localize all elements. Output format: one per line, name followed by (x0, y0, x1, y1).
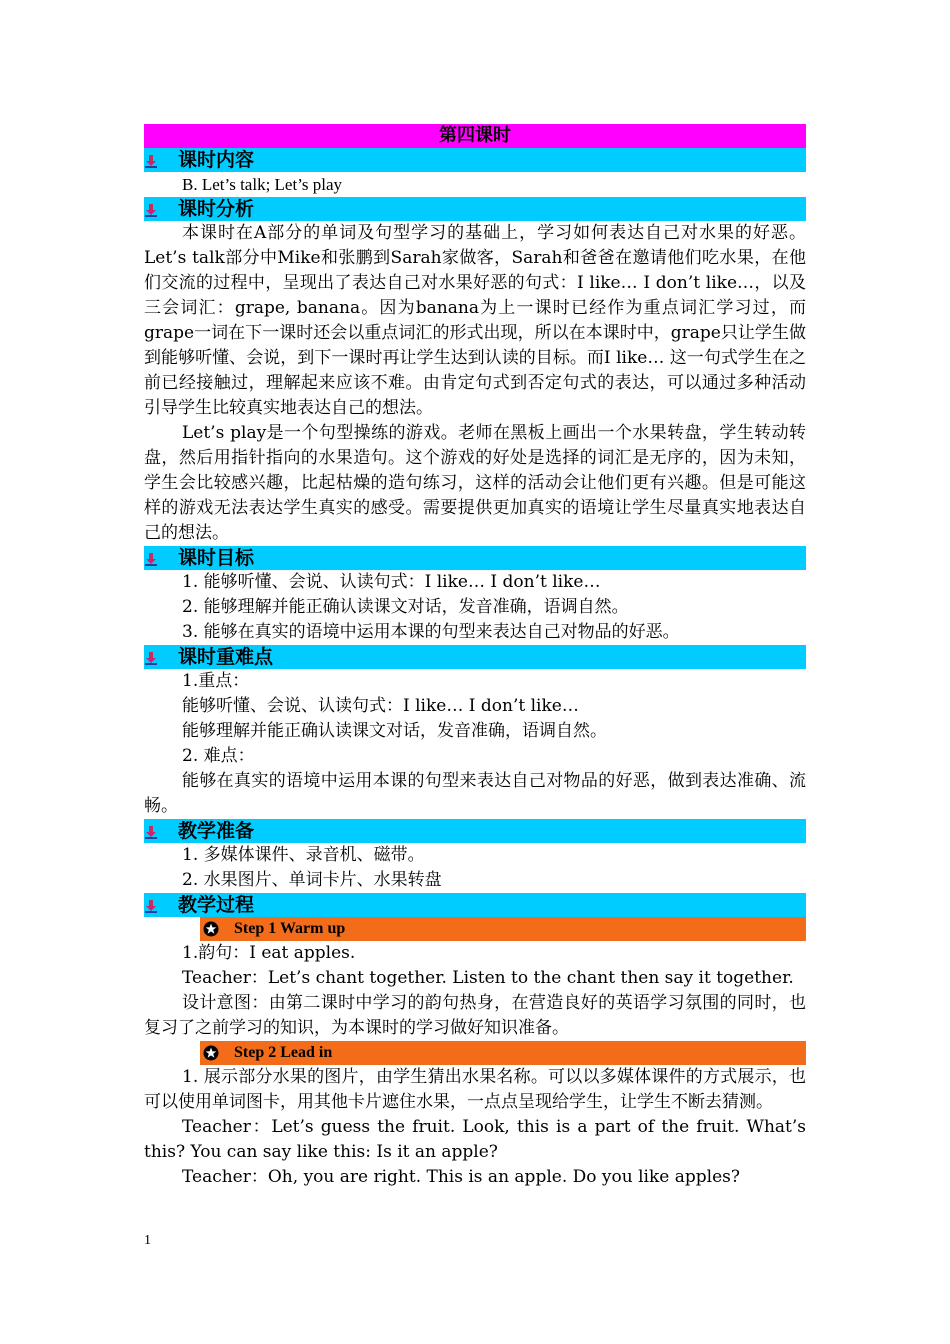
arrow-down-icon (144, 651, 158, 665)
teacher-line: Teacher：Let’s chant together. Listen to the chant then say it together. (182, 968, 794, 988)
step-1-header (200, 917, 806, 941)
section-keypoints-header (144, 645, 806, 669)
section-title: 教学过程 (178, 894, 255, 916)
lesson-title: 第四课时 (144, 124, 806, 148)
teacher-line: Teacher：Oh, you are right. This is an apple. Do you like apples? (182, 1167, 740, 1187)
section-process-header (144, 893, 806, 917)
analysis-paragraph-2: Let’s play是一个句型操练的游戏。老师在黑板上画出一个水果转盘，学生转动转盘，然后用指针指向的水果造句。这个游戏的好处是选择的词汇是无序的，因为未知，学生会比较感兴趣，比起枯燥的造句练习，这样的活动会让他们更有兴趣。但是可能这样的游戏无法表达学生真实的感受。需要提供更加真实的语境让学生尽量真实地表达自己的想法。 (144, 423, 806, 543)
goal-item: 3. 能够在真实的语境中运用本课的句型来表达自己对物品的好恶。 (182, 622, 680, 642)
goal-item: 2. 能够理解并能正确认读课文对话，发音准确，语调自然。 (182, 597, 629, 617)
key-point: 能够听懂、会说、认读句式：I like… I don’t like… (182, 696, 579, 716)
analysis-paragraph-1: 本课时在A部分的单词及句型学习的基础上，学习如何表达自己对水果的好恶。Let’s talk部分中Mike和张鹏到Sarah家做客，Sarah和爸爸在邀请他们吃水果，在他们交流的过程中，呈现出了表达自己对水果好恶的句式：I like… I don’t like…，以及三会词汇：grape, banana。因为banana为上一课时已经作为重点词汇学习过，而grape一词在下一课时还会以重点词汇的形式出现，所以在本课时中，grape只让学生做到能够听懂、会说，到下一课时再让学生达到认读的目标。而I like… 这一句式学生在之前已经接触过，理解起来应该不难。由肯定句式到否定句式的表达，可以通过多种活动引导学生比较真实地表达自己的想法。 (144, 223, 806, 418)
arrow-down-icon (144, 552, 158, 566)
section-title: 课时目标 (178, 547, 255, 569)
design-intent: 设计意图：由第二课时中学习的韵句热身，在营造良好的英语学习氛围的同时，也复习了之前学习的知识，为本课时的学习做好知识准备。 (144, 993, 806, 1038)
section-content-header (144, 148, 806, 172)
section-title: 课时重难点 (178, 646, 274, 668)
star-circle-icon (203, 921, 219, 937)
section-title: 课时分析 (178, 198, 255, 220)
section-title: 教学准备 (178, 820, 255, 842)
content-text: B. Let’s talk; Let’s play (182, 175, 343, 194)
key-point: 能够理解并能正确认读课文对话，发音准确，语调自然。 (182, 721, 607, 741)
arrow-down-icon (144, 825, 158, 839)
arrow-down-icon (144, 899, 158, 913)
section-title: 课时内容 (178, 149, 255, 171)
section-goals-header (144, 546, 806, 570)
step-2-header (200, 1041, 806, 1065)
prep-item: 1. 多媒体课件、录音机、磁带。 (182, 845, 425, 865)
prep-item: 2. 水果图片、单词卡片、水果转盘 (182, 870, 442, 890)
section-analysis-header (144, 197, 806, 221)
arrow-down-icon (144, 154, 158, 168)
goal-item: 1. 能够听懂、会说、认读句式：I like… I don’t like… (182, 572, 601, 592)
difficulty-point: 能够在真实的语境中运用本课的句型来表达自己对物品的好恶，做到表达准确、流畅。 (144, 771, 806, 816)
step-title: Step 2 Lead in (234, 1044, 333, 1061)
difficulty-label: 2. 难点： (182, 746, 255, 766)
arrow-down-icon (144, 203, 158, 217)
star-circle-icon (203, 1045, 219, 1061)
step-title: Step 1 Warm up (234, 920, 346, 937)
page-number: 1 (144, 1233, 151, 1248)
teacher-line: Teacher：Let’s guess the fruit. Look, this is a part of the fruit. What’s this? You can say like this: Is it an apple? (144, 1117, 806, 1162)
document-page (144, 124, 806, 1190)
section-prep-header (144, 819, 806, 843)
chant-line: 1.韵句：I eat apples. (182, 943, 356, 963)
key-label: 1.重点： (182, 671, 250, 691)
step-2-paragraph: 1. 展示部分水果的图片，由学生猜出水果名称。可以以多媒体课件的方式展示，也可以使用单词图卡，用其他卡片遮住水果，一点点呈现给学生，让学生不断去猜测。 (144, 1067, 806, 1112)
